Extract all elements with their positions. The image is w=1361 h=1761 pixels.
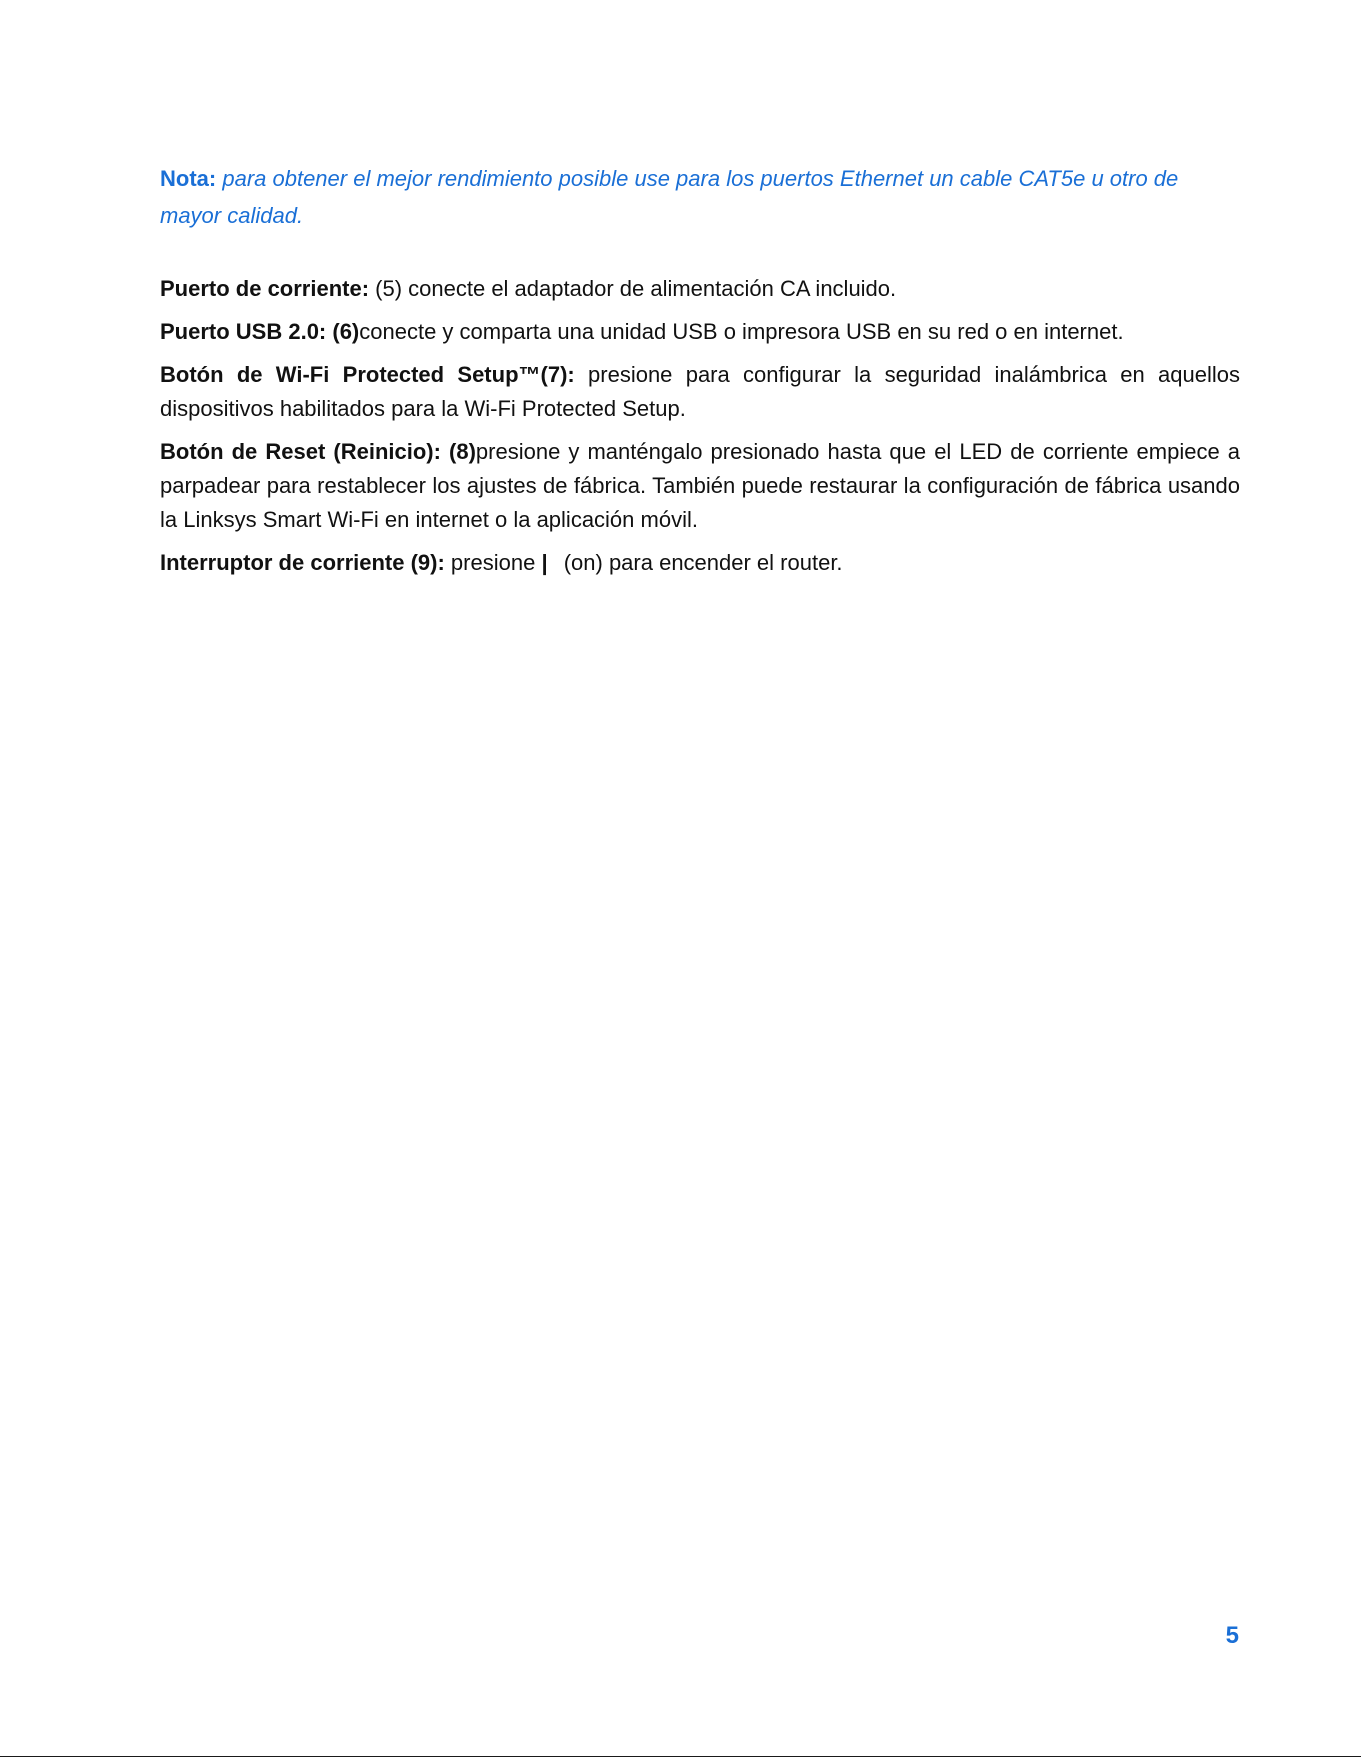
bottom-divider [0, 1756, 1361, 1757]
note-text: para obtener el mejor rendimiento posible use para los puertos Ethernet un cable CAT5e u otro de mayor calidad. [160, 166, 1179, 228]
power-switch-paragraph [160, 546, 1240, 580]
power-port-label: Puerto de corriente: [160, 276, 370, 301]
reset-button-text: presione y manténgalo presionado hasta que el LED de corriente empiece a parpadear para restablecer los ajustes de fábrica. También puede restaurar la configuración de fábrica usando la Linksys Smart Wi-Fi en internet o la aplicación móvil. [160, 439, 1240, 532]
note-paragraph [160, 160, 1240, 234]
wps-button-label: Botón de Wi-Fi Protected Setup™(7): [160, 362, 575, 387]
usb-port-label: Puerto USB 2.0: (6) [160, 319, 360, 344]
wps-button-text: presione para configurar la seguridad inalámbrica en aquellos dispositivos habilitados para la Wi-Fi Protected Setup. [160, 362, 1240, 421]
reset-button-label: Botón de Reset (Reinicio): (8) [160, 439, 476, 464]
power-port-paragraph [160, 272, 1240, 306]
power-switch-text-before: presione [444, 550, 542, 575]
page-content [160, 160, 1240, 589]
power-switch-label: Interruptor de corriente (9): [160, 550, 445, 575]
reset-button-paragraph [160, 435, 1240, 537]
usb-port-text: conecte y comparta una unidad USB o impresora USB en su red o en internet. [359, 319, 1124, 344]
note-label: Nota: [160, 166, 217, 191]
power-switch-text-after: (on) para encender el router. [557, 550, 843, 575]
usb-port-paragraph [160, 315, 1240, 349]
on-symbol-icon: | [541, 550, 548, 575]
page-number: 5 [1225, 1622, 1239, 1649]
wps-button-paragraph [160, 358, 1240, 426]
power-port-text: (5) conecte el adaptador de alimentación CA incluido. [369, 276, 897, 301]
